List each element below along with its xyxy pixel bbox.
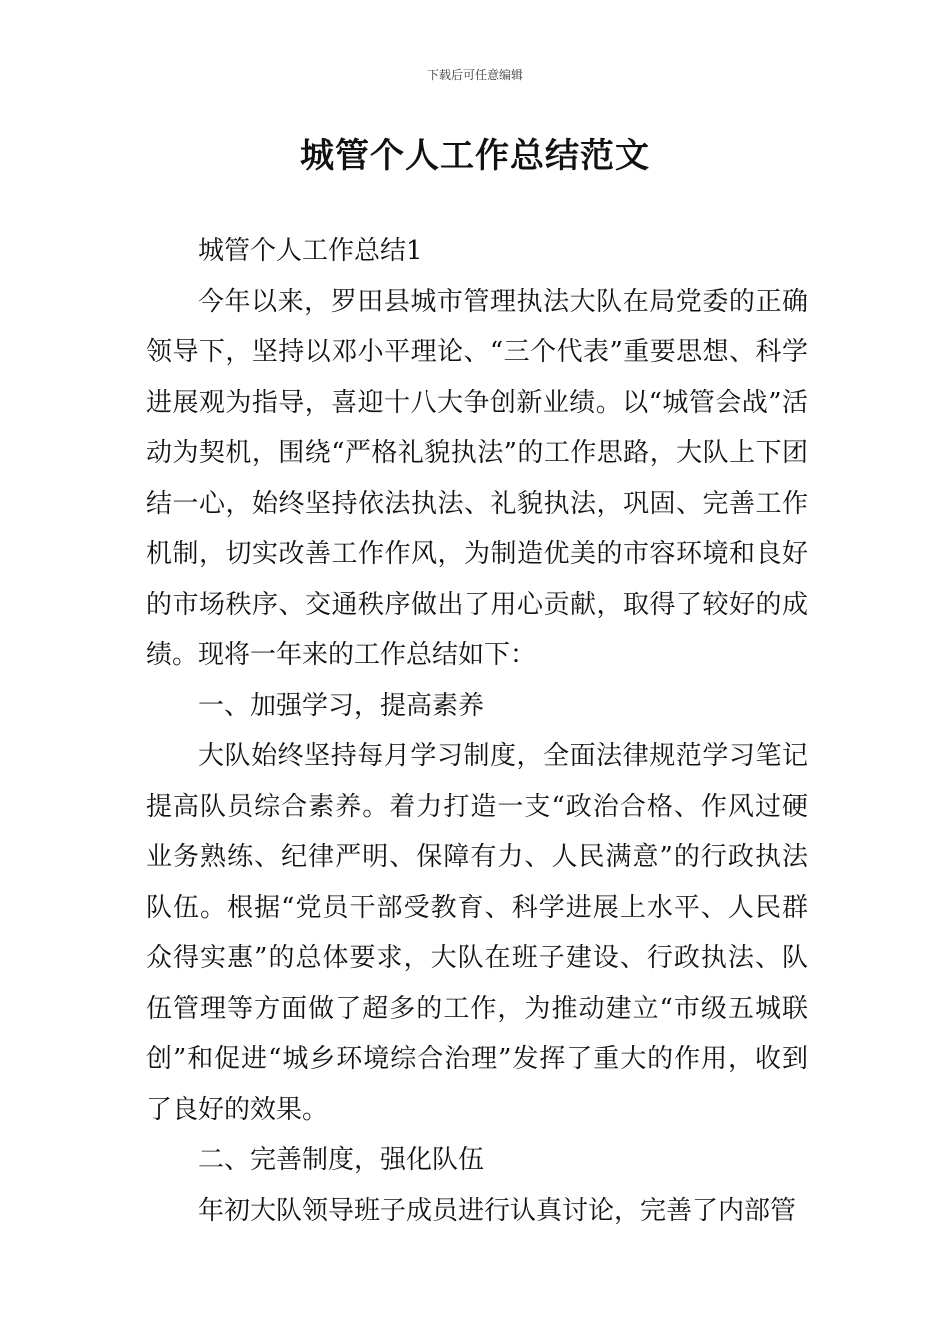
section-heading: 一、加强学习，提高素养 (198, 690, 485, 721)
document-title: 城管个人工作总结范文 (300, 136, 650, 176)
section-heading-summary-1: 城管个人工作总结1 (198, 236, 423, 266)
header-note: 下载后可任意编辑 (426, 68, 523, 82)
section-heading: 二、完善制度，强化队伍 (198, 1145, 485, 1175)
body-paragraph: 今年以来，罗田县城市管理执法大队在局党委的正确领导下，坚持以邓小平理论、“三个代表”重要思想、科学进展观为指导，喜迎十八大争创新业绩。以“城管会战”活动为契机，围绕“严格礼貌执法”的工作思路，大队上下团结一心，始终坚持依法执法、礼貌执法，巩固、完善工作机制，切实改善工作作风，为制造优美的市容环境和良好的市场秩序、交通秩序做出了用心贡献，取得了较好的成绩。现将一年来的工作总结如下： (146, 286, 808, 670)
body-paragraph: 年初大队领导班子成员进行认真讨论，完善了内部管 (198, 1195, 797, 1226)
body-paragraph: 大队始终坚持每月学习制度，全面法律规范学习笔记提高队员综合素养。着力打造一支“政治合格、作风过硬业务熟练、纪律严明、保障有力、人民满意”的行政执法队伍。根据“党员干部受教育、科学进展上水平、人民群众得实惠”的总体要求，大队在班子建设、行政执法、队伍管理等方面做了超多的工作，为推动建立“市级五城联创”和促进“城乡环境综合治理”发挥了重大的作用，收到了良好的效果。 (146, 741, 808, 1125)
document-body (146, 226, 808, 1236)
